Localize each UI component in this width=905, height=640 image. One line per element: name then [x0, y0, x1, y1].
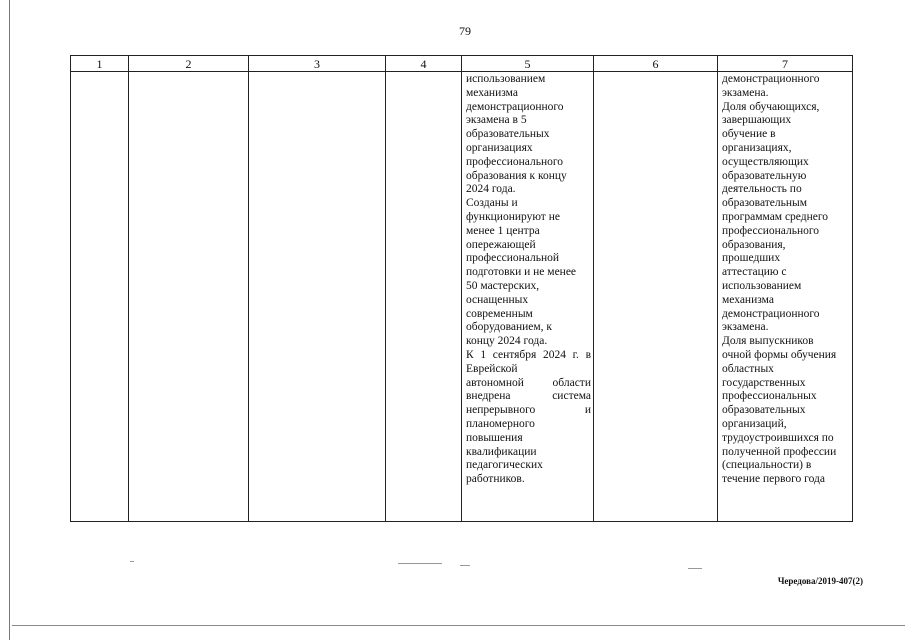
cell-text-line: организаций,: [722, 417, 787, 430]
cell-text-line: концу 2024 года.: [466, 335, 548, 348]
scan-bottom-edge-line: [12, 625, 905, 626]
cell-text-line: завершающих: [722, 114, 792, 127]
cell-text-line: прошедших: [722, 252, 781, 265]
scan-artifact: [398, 563, 442, 564]
cell-text-line: Еврейской: [466, 362, 518, 375]
cell-text-line: квалификации: [466, 445, 537, 458]
cell-text-line: образовательным: [722, 197, 808, 210]
cell-text-line: 50 мастерских,: [466, 279, 540, 292]
table-cell-col4: [386, 72, 462, 522]
cell-text-line: полученной профессии: [722, 445, 837, 458]
cell-text-line: педагогических: [466, 459, 543, 472]
cell-text-line: механизма: [722, 293, 774, 306]
cell-text-line: профессиональных: [722, 390, 817, 403]
column-header-4: 4: [386, 56, 462, 72]
cell-text-line: внедрена система: [466, 390, 591, 403]
cell-text-line: функционируют не: [466, 210, 560, 223]
table-row: [71, 72, 853, 522]
document-table: [70, 55, 853, 522]
cell-text-line: (специальности) в: [722, 459, 812, 472]
cell-text-line: работников.: [466, 473, 525, 486]
scan-artifact: [460, 565, 470, 566]
table-header-row: [71, 56, 853, 72]
cell-text-line: организациях,: [722, 141, 792, 154]
table-cell-col6: [594, 72, 718, 522]
column-header-1: 1: [71, 56, 129, 72]
cell-text-line: обучение в: [722, 128, 776, 141]
cell-text-line: оборудованием, к: [466, 321, 552, 334]
cell-text-line: автономной области: [466, 376, 591, 389]
column-header-6: 6: [594, 56, 718, 72]
cell-text-line: планомерного: [466, 417, 535, 430]
cell-text-line: образовательных: [466, 128, 550, 141]
cell-text-line: трудоустроившихся по: [722, 431, 834, 444]
cell-text-line: менее 1 центра: [466, 224, 540, 237]
column-header-2: 2: [129, 56, 249, 72]
cell-text-line: К 1 сентября 2024 г. в: [466, 348, 591, 361]
cell-text-line: демонстрационного: [722, 307, 820, 320]
scan-left-edge-line: [9, 0, 10, 640]
cell-text-line: образования к концу: [466, 169, 567, 182]
cell-text-line: использованием: [466, 73, 546, 85]
cell-text-line: осуществляющих: [722, 155, 809, 168]
cell-text-line: образования,: [722, 238, 786, 251]
cell-text-line: демонстрационного: [466, 100, 564, 113]
document-code: Чередова/2019-407(2): [777, 576, 863, 586]
cell-text-line: профессионального: [466, 155, 564, 168]
col5-text: [462, 72, 593, 487]
cell-text-line: образовательных: [722, 404, 806, 417]
cell-text-line: подготовки и не менее: [466, 266, 577, 279]
column-header-3: 3: [249, 56, 386, 72]
cell-text-line: механизма: [466, 86, 518, 99]
cell-text-line: программам среднего: [722, 210, 829, 223]
cell-text-line: Доля выпускников: [722, 335, 814, 348]
cell-text-line: областных: [722, 362, 774, 375]
cell-text-line: организациях: [466, 141, 533, 154]
cell-text-line: аттестацию с: [722, 266, 787, 279]
cell-text-line: оснащенных: [466, 293, 529, 306]
col7-text: [718, 72, 852, 487]
scan-artifact: [130, 561, 134, 562]
cell-text-line: экзамена.: [722, 321, 769, 334]
cell-text-line: современным: [466, 307, 533, 320]
cell-text-line: экзамена.: [722, 86, 769, 99]
scan-artifact: [688, 568, 702, 569]
cell-text-line: повышения: [466, 431, 523, 444]
cell-text-line: профессиональной: [466, 252, 560, 265]
cell-text-line: использованием: [722, 279, 802, 292]
page-number: 79: [459, 24, 471, 38]
cell-text-line: непрерывного и: [466, 404, 591, 417]
table-cell-col1: [71, 72, 129, 522]
cell-text-line: экзамена в 5: [466, 114, 527, 127]
cell-text-line: Созданы и: [466, 197, 518, 210]
table-cell-col3: [249, 72, 386, 522]
table-cell-col2: [129, 72, 249, 522]
cell-text-line: государственных: [722, 376, 806, 389]
column-header-7: 7: [718, 56, 853, 72]
table-cell-col5: [462, 72, 594, 522]
cell-text-line: опережающей: [466, 238, 536, 251]
cell-text-line: течение первого года: [722, 473, 825, 486]
cell-text-line: образовательную: [722, 169, 807, 182]
cell-text-line: демонстрационного: [722, 73, 820, 85]
cell-text-line: деятельность по: [722, 183, 802, 196]
column-header-5: 5: [462, 56, 594, 72]
cell-text-line: профессионального: [722, 224, 820, 237]
cell-text-line: очной формы обучения: [722, 348, 837, 361]
table-cell-col7: [718, 72, 853, 522]
cell-text-line: 2024 года.: [466, 183, 516, 196]
cell-text-line: Доля обучающихся,: [722, 100, 820, 113]
